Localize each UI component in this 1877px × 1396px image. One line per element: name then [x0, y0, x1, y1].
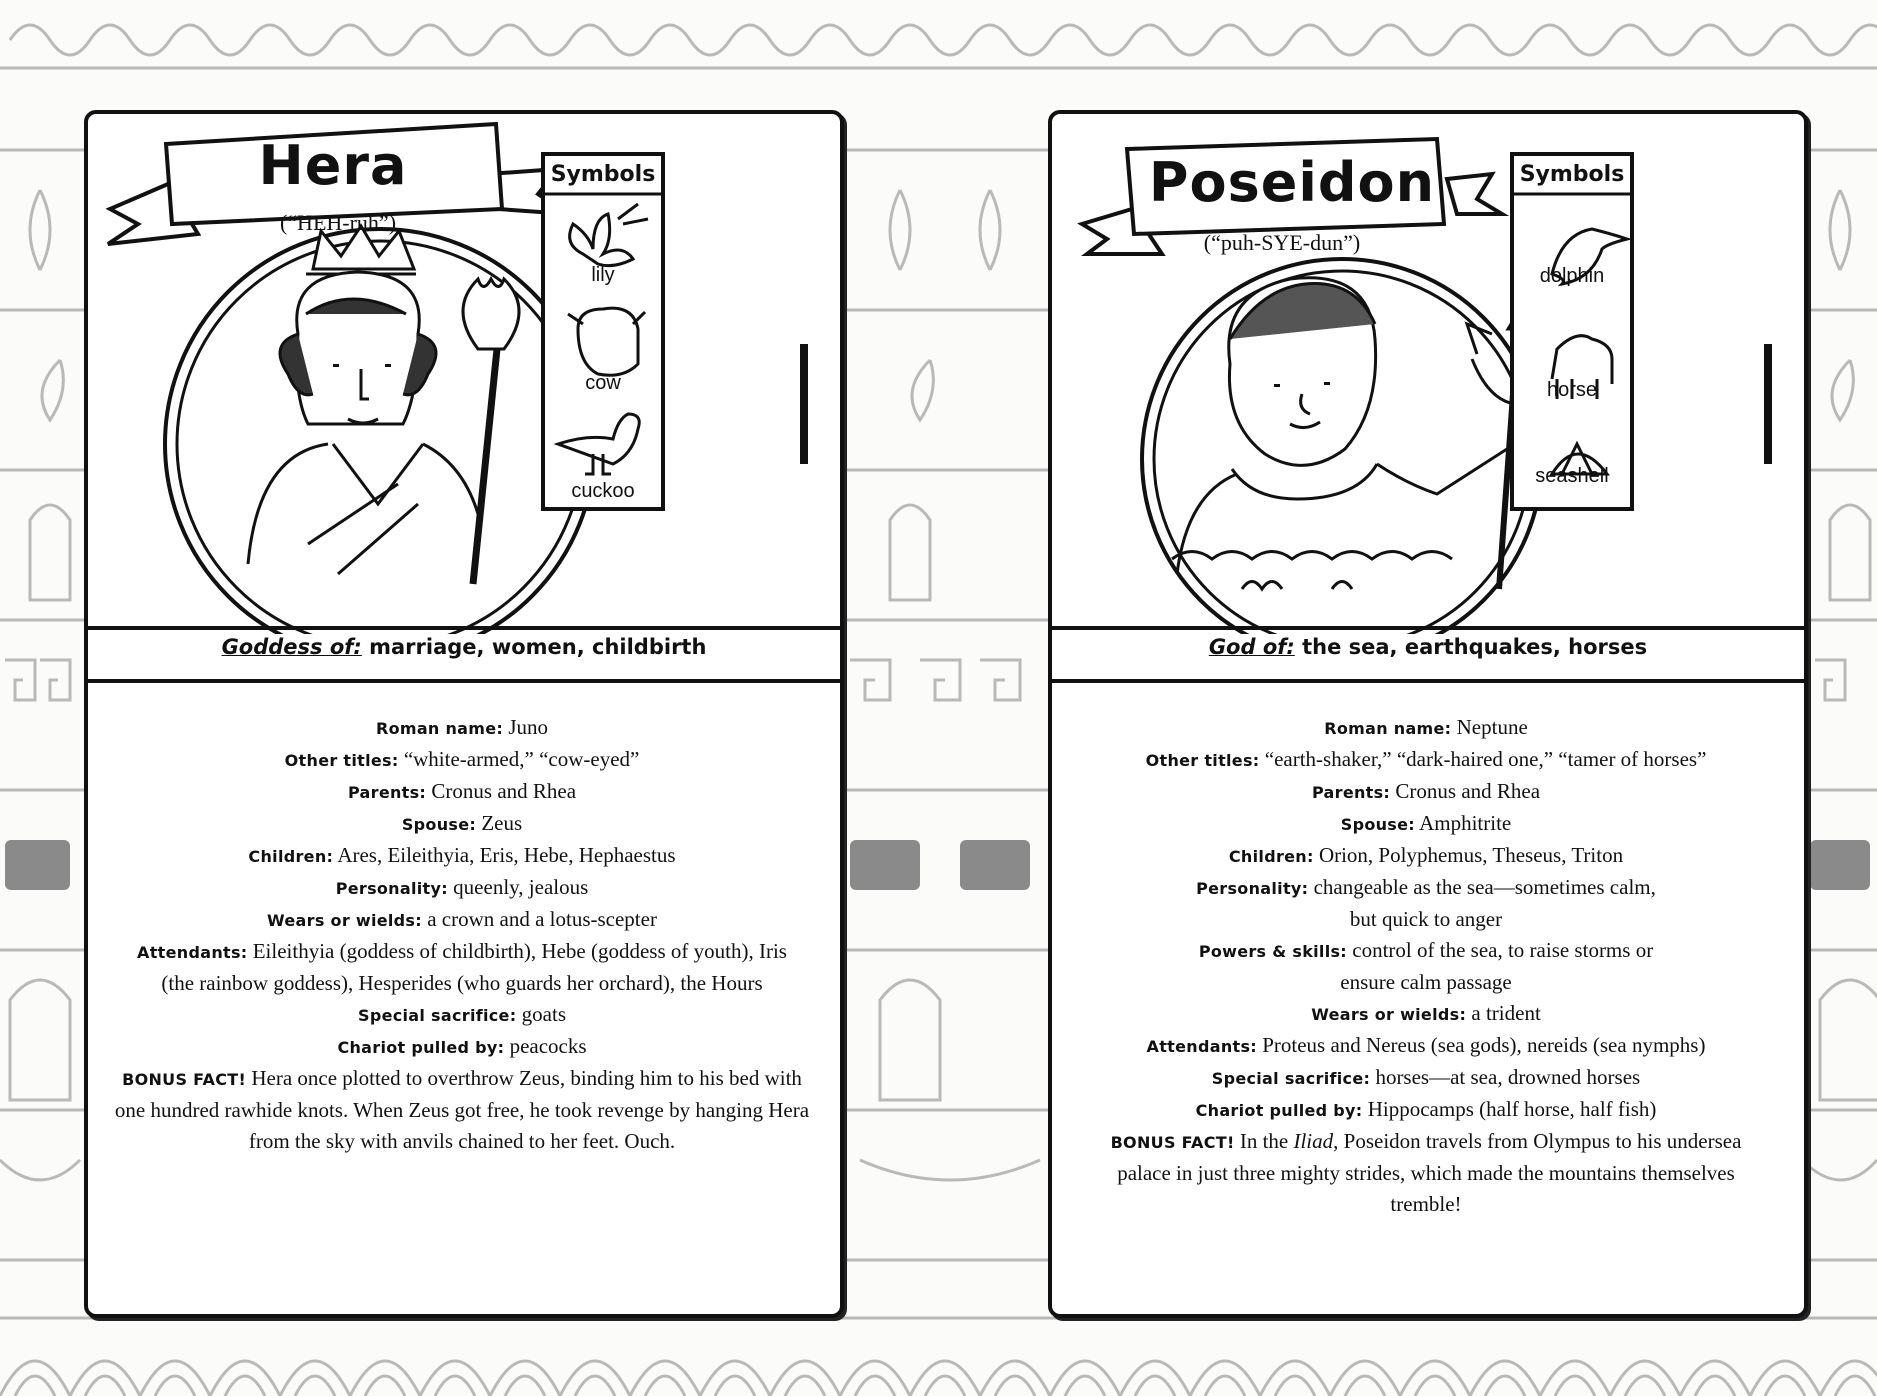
hera-pronunciation: (“HEH-ruh”): [279, 210, 397, 235]
divider-bottom: [88, 679, 840, 683]
hera-illustration: [88, 114, 840, 634]
hera-symbols-heading: Symbols: [550, 162, 656, 187]
divider-bottom: [1052, 679, 1804, 683]
fact-spouse: Spouse: Amphitrite: [1340, 811, 1512, 835]
symbol-dolphin-label: dolphin: [1539, 265, 1605, 287]
hera-title: Hera: [258, 134, 408, 197]
fact-attendants: Attendants: Eileithyia (goddess of childbirth), Hebe (goddess of youth), Iris (the rainbow goddess), Hesperides (who guards her orchard), the Hours: [137, 939, 787, 995]
fact-personality: Personality: queenly, jealous: [335, 875, 589, 899]
domain-label: Goddess of:: [221, 635, 362, 659]
fact-special-sacrifice: Special sacrifice: horses—at sea, drowned horses: [1211, 1065, 1641, 1089]
fact-spouse: Spouse: Zeus: [401, 811, 523, 835]
poseidon-pronunciation: (“puh-SYE-dun”): [1203, 230, 1361, 255]
symbol-cow-label: cow: [585, 372, 621, 394]
hera-domain: [88, 635, 840, 659]
poseidon-symbols-heading: Symbols: [1519, 162, 1625, 187]
fact-parents: Parents: Cronus and Rhea: [347, 779, 577, 803]
fact-roman-name: Roman name: Juno: [375, 715, 549, 739]
symbol-lily-label: lily: [591, 264, 615, 286]
fact-attendants: Attendants: Proteus and Nereus (sea gods), nereids (sea nymphs): [1146, 1033, 1706, 1057]
domain-value: marriage, women, childbirth: [369, 635, 707, 659]
fact-personality: Personality: changeable as the sea—sometimes calm, but quick to anger: [1196, 875, 1656, 931]
poseidon-domain: [1052, 635, 1804, 659]
hera-card: [84, 110, 844, 1318]
fact-parents: Parents: Cronus and Rhea: [1311, 779, 1541, 803]
fact-other-titles: Other titles: “white-armed,” “cow-eyed”: [284, 747, 640, 771]
fact-children: Children: Ares, Eileithyia, Eris, Hebe, Hephaestus: [248, 843, 676, 867]
domain-label: God of:: [1208, 635, 1295, 659]
hera-facts: [112, 712, 812, 1157]
symbol-seashell-label: seashell: [1535, 465, 1609, 487]
poseidon-title: Poseidon: [1148, 151, 1436, 214]
fact-children: Children: Orion, Polyphemus, Theseus, Triton: [1228, 843, 1624, 867]
divider-top: [1052, 626, 1804, 630]
symbol-cuckoo-label: cuckoo: [571, 480, 635, 502]
divider-top: [88, 626, 840, 630]
fact-powers-skills: Powers & skills: control of the sea, to raise storms or ensure calm passage: [1198, 938, 1654, 994]
fact-special-sacrifice: Special sacrifice: goats: [358, 1002, 566, 1026]
poseidon-card: [1048, 110, 1808, 1318]
fact-wears-or-wields: Wears or wields: a crown and a lotus-scepter: [267, 907, 657, 931]
fact-chariot: Chariot pulled by: Hippocamps (half horse, half fish): [1195, 1097, 1657, 1121]
domain-value: the sea, earthquakes, horses: [1302, 635, 1648, 659]
poseidon-facts: [1076, 712, 1776, 1220]
symbol-horse-label: horse: [1546, 379, 1598, 401]
fact-roman-name: Roman name: Neptune: [1324, 715, 1528, 739]
fact-wears-or-wields: Wears or wields: a trident: [1311, 1001, 1541, 1025]
fact-bonus: BONUS FACT! In the Iliad, Poseidon travels from Olympus to his undersea palace in just three mighty strides, which made the mountains themselves tremble!: [1110, 1129, 1742, 1216]
fact-chariot: Chariot pulled by: peacocks: [337, 1034, 587, 1058]
fact-other-titles: Other titles: “earth-shaker,” “dark-haired one,” “tamer of horses”: [1145, 747, 1707, 771]
fact-bonus: BONUS FACT! Hera once plotted to overthrow Zeus, binding him to his bed with one hundred rawhide knots. When Zeus got free, he took revenge by hanging Hera from the sky with anvils chained to her feet. Ouch.: [114, 1066, 810, 1153]
